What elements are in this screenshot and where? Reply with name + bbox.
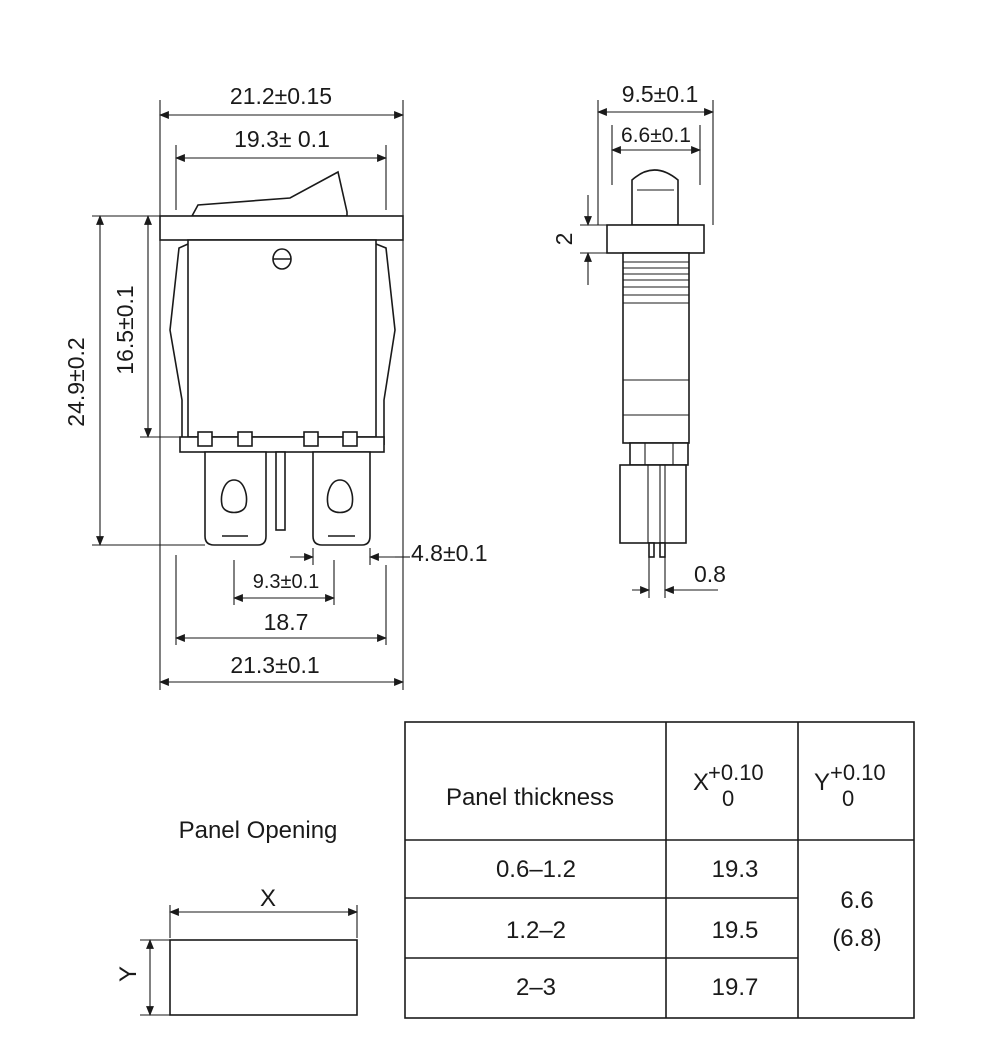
left-terminal (205, 452, 266, 545)
front-view (160, 172, 403, 545)
y-value: 6.6 (840, 887, 874, 914)
side-view (607, 170, 704, 557)
header-x-tol-lower: 0 (722, 786, 735, 811)
side-base (630, 443, 688, 465)
side-pin (649, 543, 654, 557)
row-x: 19.3 (711, 856, 759, 883)
center-pin (276, 452, 285, 530)
header-y-symbol: Y (814, 769, 831, 796)
row-thickness: 2–3 (515, 974, 557, 1001)
dim-terminal-pitch: 9.3±0.1 (252, 571, 320, 593)
dim-terminal-thickness: 0.8 (694, 561, 726, 587)
header-x-tol-upper: +0.10 (708, 760, 764, 785)
dim-terminal-width: 4.8±0.1 (411, 540, 488, 566)
dim-rocker-width: 19.3± 0.1 (234, 126, 330, 152)
panel-opening (115, 817, 357, 1015)
panel-opening-rect (170, 940, 357, 1015)
row-thickness: 1.2–2 (505, 917, 567, 944)
panel-x-label: X (259, 885, 277, 912)
panel-opening-title: Panel Opening (178, 817, 338, 844)
dim-body-height: 16.5±0.1 (112, 285, 138, 375)
y-value-alt: (6.8) (832, 925, 882, 952)
dim-base-width: 21.3±0.1 (230, 652, 320, 678)
side-flange (607, 225, 704, 253)
header-x-symbol: X (693, 769, 710, 796)
header-y-tol-lower: 0 (842, 786, 855, 811)
panel-y-label: Y (115, 965, 142, 983)
dim-side-rocker: 6.6±0.1 (621, 124, 691, 147)
left-clip (170, 244, 188, 445)
row-x: 19.7 (711, 974, 759, 1001)
front-flange (160, 216, 403, 240)
header-y-tol-upper: +0.10 (830, 760, 886, 785)
header-panel-thickness: Panel thickness (445, 784, 615, 811)
right-terminal (313, 452, 370, 545)
rocker-shape (192, 172, 347, 216)
panel-table (405, 722, 914, 1018)
dim-overall-height: 24.9±0.2 (63, 337, 89, 427)
right-clip (376, 244, 395, 445)
row-thickness: 0.6–1.2 (495, 856, 577, 883)
dim-side-depth: 9.5±0.1 (621, 81, 699, 107)
row-x: 19.5 (711, 917, 759, 944)
side-rocker (632, 170, 678, 225)
dim-terminal-span: 18.7 (263, 609, 309, 635)
side-terminal-block (620, 465, 686, 543)
dim-flange-thickness: 2 (551, 232, 577, 246)
dim-overall-width: 21.2±0.15 (229, 83, 333, 109)
